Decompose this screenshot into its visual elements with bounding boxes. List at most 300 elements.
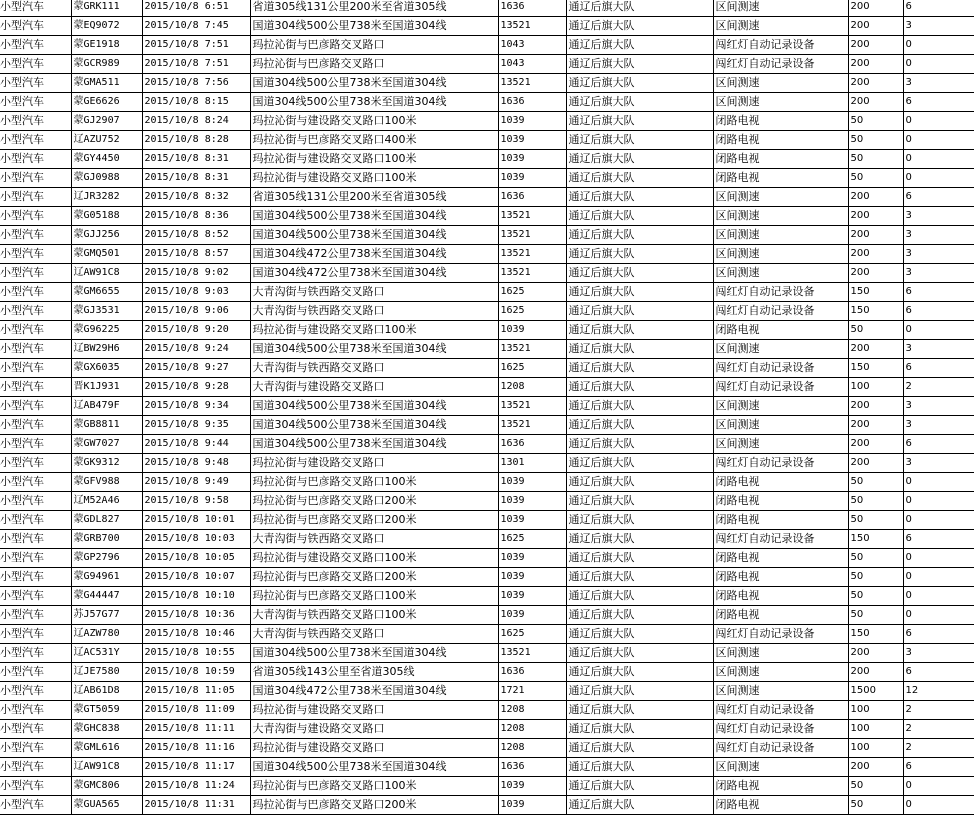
datetime-cell[interactable]: 2015/10/8 8:52 bbox=[142, 226, 250, 245]
points-cell[interactable]: 0 bbox=[903, 606, 974, 625]
code-cell[interactable]: 1208 bbox=[498, 739, 566, 758]
points-cell[interactable]: 0 bbox=[903, 55, 974, 74]
points-cell[interactable]: 6 bbox=[903, 758, 974, 777]
unit-cell[interactable]: 通辽后旗大队 bbox=[566, 188, 713, 207]
plate-number-cell[interactable]: 蒙GJJ256 bbox=[71, 226, 142, 245]
code-cell[interactable]: 13521 bbox=[498, 340, 566, 359]
vehicle-type-cell[interactable]: 小型汽车 bbox=[0, 625, 71, 644]
code-cell[interactable]: 1208 bbox=[498, 701, 566, 720]
fine-cell[interactable]: 150 bbox=[848, 625, 903, 644]
code-cell[interactable]: 13521 bbox=[498, 207, 566, 226]
points-cell[interactable]: 6 bbox=[903, 359, 974, 378]
code-cell[interactable]: 1625 bbox=[498, 530, 566, 549]
datetime-cell[interactable]: 2015/10/8 11:24 bbox=[142, 777, 250, 796]
datetime-cell[interactable]: 2015/10/8 8:31 bbox=[142, 150, 250, 169]
location-cell[interactable]: 国道304线500公里738米至国道304线 bbox=[250, 93, 498, 112]
fine-cell[interactable]: 50 bbox=[848, 492, 903, 511]
device-type-cell[interactable]: 闭路电视 bbox=[713, 473, 848, 492]
plate-number-cell[interactable]: 辽JR3282 bbox=[71, 188, 142, 207]
points-cell[interactable]: 0 bbox=[903, 131, 974, 150]
plate-number-cell[interactable]: 蒙GT5059 bbox=[71, 701, 142, 720]
plate-number-cell[interactable]: 辽AB479F bbox=[71, 397, 142, 416]
unit-cell[interactable]: 通辽后旗大队 bbox=[566, 454, 713, 473]
unit-cell[interactable]: 通辽后旗大队 bbox=[566, 663, 713, 682]
location-cell[interactable]: 大青沟街与铁西路交叉路口 bbox=[250, 530, 498, 549]
code-cell[interactable]: 1043 bbox=[498, 55, 566, 74]
code-cell[interactable]: 1625 bbox=[498, 625, 566, 644]
vehicle-type-cell[interactable]: 小型汽车 bbox=[0, 701, 71, 720]
plate-number-cell[interactable]: 辽JE7580 bbox=[71, 663, 142, 682]
device-type-cell[interactable]: 闯红灯自动记录设备 bbox=[713, 739, 848, 758]
plate-number-cell[interactable]: 蒙GHC838 bbox=[71, 720, 142, 739]
plate-number-cell[interactable]: 苏J57G77 bbox=[71, 606, 142, 625]
datetime-cell[interactable]: 2015/10/8 7:56 bbox=[142, 74, 250, 93]
points-cell[interactable]: 3 bbox=[903, 74, 974, 93]
device-type-cell[interactable]: 区间测速 bbox=[713, 416, 848, 435]
code-cell[interactable]: 13521 bbox=[498, 74, 566, 93]
fine-cell[interactable]: 100 bbox=[848, 701, 903, 720]
fine-cell[interactable]: 100 bbox=[848, 720, 903, 739]
plate-number-cell[interactable]: 蒙GMQ501 bbox=[71, 245, 142, 264]
plate-number-cell[interactable]: 蒙GP2796 bbox=[71, 549, 142, 568]
unit-cell[interactable]: 通辽后旗大队 bbox=[566, 264, 713, 283]
unit-cell[interactable]: 通辽后旗大队 bbox=[566, 758, 713, 777]
unit-cell[interactable]: 通辽后旗大队 bbox=[566, 511, 713, 530]
device-type-cell[interactable]: 区间测速 bbox=[713, 93, 848, 112]
location-cell[interactable]: 省道305线131公里200米至省道305线 bbox=[250, 0, 498, 17]
code-cell[interactable]: 1039 bbox=[498, 549, 566, 568]
fine-cell[interactable]: 200 bbox=[848, 397, 903, 416]
code-cell[interactable]: 1636 bbox=[498, 0, 566, 17]
unit-cell[interactable]: 通辽后旗大队 bbox=[566, 682, 713, 701]
vehicle-type-cell[interactable]: 小型汽车 bbox=[0, 397, 71, 416]
code-cell[interactable]: 1039 bbox=[498, 606, 566, 625]
vehicle-type-cell[interactable]: 小型汽车 bbox=[0, 739, 71, 758]
datetime-cell[interactable]: 2015/10/8 10:03 bbox=[142, 530, 250, 549]
points-cell[interactable]: 2 bbox=[903, 739, 974, 758]
unit-cell[interactable]: 通辽后旗大队 bbox=[566, 568, 713, 587]
device-type-cell[interactable]: 区间测速 bbox=[713, 207, 848, 226]
vehicle-type-cell[interactable]: 小型汽车 bbox=[0, 587, 71, 606]
location-cell[interactable]: 玛拉沁街与建设路交叉路口100米 bbox=[250, 150, 498, 169]
code-cell[interactable]: 1039 bbox=[498, 796, 566, 815]
fine-cell[interactable]: 200 bbox=[848, 758, 903, 777]
vehicle-type-cell[interactable]: 小型汽车 bbox=[0, 131, 71, 150]
fine-cell[interactable]: 50 bbox=[848, 606, 903, 625]
location-cell[interactable]: 大青沟街与铁西路交叉路口 bbox=[250, 359, 498, 378]
plate-number-cell[interactable]: 辽AZW780 bbox=[71, 625, 142, 644]
code-cell[interactable]: 1208 bbox=[498, 720, 566, 739]
fine-cell[interactable]: 50 bbox=[848, 796, 903, 815]
fine-cell[interactable]: 200 bbox=[848, 663, 903, 682]
device-type-cell[interactable]: 闭路电视 bbox=[713, 169, 848, 188]
code-cell[interactable]: 13521 bbox=[498, 397, 566, 416]
unit-cell[interactable]: 通辽后旗大队 bbox=[566, 378, 713, 397]
datetime-cell[interactable]: 2015/10/8 9:03 bbox=[142, 283, 250, 302]
unit-cell[interactable]: 通辽后旗大队 bbox=[566, 701, 713, 720]
plate-number-cell[interactable]: 蒙G96225 bbox=[71, 321, 142, 340]
code-cell[interactable]: 1039 bbox=[498, 777, 566, 796]
unit-cell[interactable]: 通辽后旗大队 bbox=[566, 416, 713, 435]
datetime-cell[interactable]: 2015/10/8 7:51 bbox=[142, 36, 250, 55]
vehicle-type-cell[interactable]: 小型汽车 bbox=[0, 511, 71, 530]
unit-cell[interactable]: 通辽后旗大队 bbox=[566, 17, 713, 36]
device-type-cell[interactable]: 闭路电视 bbox=[713, 511, 848, 530]
unit-cell[interactable]: 通辽后旗大队 bbox=[566, 36, 713, 55]
location-cell[interactable]: 玛拉沁街与建设路交叉路口100米 bbox=[250, 321, 498, 340]
plate-number-cell[interactable]: 蒙GJ3531 bbox=[71, 302, 142, 321]
unit-cell[interactable]: 通辽后旗大队 bbox=[566, 473, 713, 492]
datetime-cell[interactable]: 2015/10/8 9:58 bbox=[142, 492, 250, 511]
datetime-cell[interactable]: 2015/10/8 9:48 bbox=[142, 454, 250, 473]
fine-cell[interactable]: 200 bbox=[848, 93, 903, 112]
location-cell[interactable]: 玛拉沁街与巴彦路交叉路口200米 bbox=[250, 568, 498, 587]
device-type-cell[interactable]: 区间测速 bbox=[713, 663, 848, 682]
vehicle-type-cell[interactable]: 小型汽车 bbox=[0, 606, 71, 625]
device-type-cell[interactable]: 闭路电视 bbox=[713, 112, 848, 131]
vehicle-type-cell[interactable]: 小型汽车 bbox=[0, 112, 71, 131]
points-cell[interactable]: 0 bbox=[903, 777, 974, 796]
vehicle-type-cell[interactable]: 小型汽车 bbox=[0, 169, 71, 188]
code-cell[interactable]: 13521 bbox=[498, 644, 566, 663]
points-cell[interactable]: 3 bbox=[903, 264, 974, 283]
points-cell[interactable]: 6 bbox=[903, 93, 974, 112]
datetime-cell[interactable]: 2015/10/8 6:51 bbox=[142, 0, 250, 17]
fine-cell[interactable]: 200 bbox=[848, 454, 903, 473]
datetime-cell[interactable]: 2015/10/8 9:44 bbox=[142, 435, 250, 454]
plate-number-cell[interactable]: 辽BW29H6 bbox=[71, 340, 142, 359]
datetime-cell[interactable]: 2015/10/8 11:31 bbox=[142, 796, 250, 815]
unit-cell[interactable]: 通辽后旗大队 bbox=[566, 435, 713, 454]
location-cell[interactable]: 国道304线500公里738米至国道304线 bbox=[250, 17, 498, 36]
location-cell[interactable]: 玛拉沁街与巴彦路交叉路口 bbox=[250, 36, 498, 55]
datetime-cell[interactable]: 2015/10/8 9:28 bbox=[142, 378, 250, 397]
fine-cell[interactable]: 200 bbox=[848, 644, 903, 663]
plate-number-cell[interactable]: 蒙GML616 bbox=[71, 739, 142, 758]
fine-cell[interactable]: 50 bbox=[848, 511, 903, 530]
fine-cell[interactable]: 200 bbox=[848, 74, 903, 93]
device-type-cell[interactable]: 闭路电视 bbox=[713, 150, 848, 169]
code-cell[interactable]: 1039 bbox=[498, 568, 566, 587]
device-type-cell[interactable]: 闯红灯自动记录设备 bbox=[713, 283, 848, 302]
location-cell[interactable]: 玛拉沁街与建设路交叉路口100米 bbox=[250, 169, 498, 188]
fine-cell[interactable]: 1500 bbox=[848, 682, 903, 701]
plate-number-cell[interactable]: 蒙GX6035 bbox=[71, 359, 142, 378]
vehicle-type-cell[interactable]: 小型汽车 bbox=[0, 283, 71, 302]
device-type-cell[interactable]: 闯红灯自动记录设备 bbox=[713, 302, 848, 321]
location-cell[interactable]: 省道305线131公里200米至省道305线 bbox=[250, 188, 498, 207]
device-type-cell[interactable]: 闭路电视 bbox=[713, 549, 848, 568]
fine-cell[interactable]: 50 bbox=[848, 549, 903, 568]
location-cell[interactable]: 国道304线500公里738米至国道304线 bbox=[250, 397, 498, 416]
plate-number-cell[interactable]: 辽AC531Y bbox=[71, 644, 142, 663]
datetime-cell[interactable]: 2015/10/8 10:46 bbox=[142, 625, 250, 644]
points-cell[interactable]: 0 bbox=[903, 112, 974, 131]
location-cell[interactable]: 玛拉沁街与巴彦路交叉路口100米 bbox=[250, 587, 498, 606]
plate-number-cell[interactable]: 蒙G94961 bbox=[71, 568, 142, 587]
fine-cell[interactable]: 50 bbox=[848, 112, 903, 131]
plate-number-cell[interactable]: 蒙GK9312 bbox=[71, 454, 142, 473]
fine-cell[interactable]: 200 bbox=[848, 36, 903, 55]
location-cell[interactable]: 国道304线500公里738米至国道304线 bbox=[250, 435, 498, 454]
location-cell[interactable]: 玛拉沁街与巴彦路交叉路口200米 bbox=[250, 796, 498, 815]
code-cell[interactable]: 1625 bbox=[498, 283, 566, 302]
fine-cell[interactable]: 100 bbox=[848, 378, 903, 397]
code-cell[interactable]: 1039 bbox=[498, 150, 566, 169]
unit-cell[interactable]: 通辽后旗大队 bbox=[566, 587, 713, 606]
device-type-cell[interactable]: 区间测速 bbox=[713, 17, 848, 36]
device-type-cell[interactable]: 闭路电视 bbox=[713, 568, 848, 587]
datetime-cell[interactable]: 2015/10/8 11:09 bbox=[142, 701, 250, 720]
code-cell[interactable]: 1721 bbox=[498, 682, 566, 701]
device-type-cell[interactable]: 闭路电视 bbox=[713, 587, 848, 606]
code-cell[interactable]: 1208 bbox=[498, 378, 566, 397]
location-cell[interactable]: 国道304线500公里738米至国道304线 bbox=[250, 758, 498, 777]
code-cell[interactable]: 13521 bbox=[498, 245, 566, 264]
fine-cell[interactable]: 150 bbox=[848, 359, 903, 378]
vehicle-type-cell[interactable]: 小型汽车 bbox=[0, 321, 71, 340]
points-cell[interactable]: 0 bbox=[903, 796, 974, 815]
location-cell[interactable]: 大青沟街与铁西路交叉路口 bbox=[250, 283, 498, 302]
code-cell[interactable]: 13521 bbox=[498, 264, 566, 283]
vehicle-type-cell[interactable]: 小型汽车 bbox=[0, 568, 71, 587]
unit-cell[interactable]: 通辽后旗大队 bbox=[566, 340, 713, 359]
points-cell[interactable]: 6 bbox=[903, 0, 974, 17]
vehicle-type-cell[interactable]: 小型汽车 bbox=[0, 245, 71, 264]
unit-cell[interactable]: 通辽后旗大队 bbox=[566, 397, 713, 416]
points-cell[interactable]: 3 bbox=[903, 644, 974, 663]
fine-cell[interactable]: 50 bbox=[848, 473, 903, 492]
fine-cell[interactable]: 50 bbox=[848, 777, 903, 796]
code-cell[interactable]: 1636 bbox=[498, 188, 566, 207]
fine-cell[interactable]: 150 bbox=[848, 530, 903, 549]
plate-number-cell[interactable]: 蒙GRK111 bbox=[71, 0, 142, 17]
vehicle-type-cell[interactable]: 小型汽车 bbox=[0, 416, 71, 435]
code-cell[interactable]: 1636 bbox=[498, 93, 566, 112]
points-cell[interactable]: 12 bbox=[903, 682, 974, 701]
unit-cell[interactable]: 通辽后旗大队 bbox=[566, 720, 713, 739]
datetime-cell[interactable]: 2015/10/8 10:36 bbox=[142, 606, 250, 625]
code-cell[interactable]: 1625 bbox=[498, 359, 566, 378]
vehicle-type-cell[interactable]: 小型汽车 bbox=[0, 0, 71, 17]
points-cell[interactable]: 6 bbox=[903, 188, 974, 207]
plate-number-cell[interactable]: 辽AZU752 bbox=[71, 131, 142, 150]
vehicle-type-cell[interactable]: 小型汽车 bbox=[0, 758, 71, 777]
vehicle-type-cell[interactable]: 小型汽车 bbox=[0, 796, 71, 815]
fine-cell[interactable]: 200 bbox=[848, 226, 903, 245]
location-cell[interactable]: 国道304线472公里738米至国道304线 bbox=[250, 682, 498, 701]
device-type-cell[interactable]: 闯红灯自动记录设备 bbox=[713, 36, 848, 55]
points-cell[interactable]: 3 bbox=[903, 397, 974, 416]
device-type-cell[interactable]: 区间测速 bbox=[713, 226, 848, 245]
unit-cell[interactable]: 通辽后旗大队 bbox=[566, 55, 713, 74]
location-cell[interactable]: 玛拉沁街与建设路交叉路口 bbox=[250, 701, 498, 720]
device-type-cell[interactable]: 闭路电视 bbox=[713, 777, 848, 796]
plate-number-cell[interactable]: 晋K1J931 bbox=[71, 378, 142, 397]
points-cell[interactable]: 6 bbox=[903, 283, 974, 302]
vehicle-type-cell[interactable]: 小型汽车 bbox=[0, 663, 71, 682]
code-cell[interactable]: 1039 bbox=[498, 473, 566, 492]
location-cell[interactable]: 省道305线143公里至省道305线 bbox=[250, 663, 498, 682]
plate-number-cell[interactable]: 蒙GCR989 bbox=[71, 55, 142, 74]
datetime-cell[interactable]: 2015/10/8 8:15 bbox=[142, 93, 250, 112]
device-type-cell[interactable]: 区间测速 bbox=[713, 682, 848, 701]
datetime-cell[interactable]: 2015/10/8 7:51 bbox=[142, 55, 250, 74]
points-cell[interactable]: 0 bbox=[903, 568, 974, 587]
points-cell[interactable]: 0 bbox=[903, 150, 974, 169]
points-cell[interactable]: 0 bbox=[903, 321, 974, 340]
plate-number-cell[interactable]: 蒙GRB700 bbox=[71, 530, 142, 549]
device-type-cell[interactable]: 区间测速 bbox=[713, 758, 848, 777]
location-cell[interactable]: 国道304线500公里738米至国道304线 bbox=[250, 207, 498, 226]
plate-number-cell[interactable]: 蒙EQ9072 bbox=[71, 17, 142, 36]
datetime-cell[interactable]: 2015/10/8 11:05 bbox=[142, 682, 250, 701]
vehicle-type-cell[interactable]: 小型汽车 bbox=[0, 226, 71, 245]
location-cell[interactable]: 大青沟街与铁西路交叉路口 bbox=[250, 302, 498, 321]
device-type-cell[interactable]: 闯红灯自动记录设备 bbox=[713, 55, 848, 74]
device-type-cell[interactable]: 闯红灯自动记录设备 bbox=[713, 359, 848, 378]
vehicle-type-cell[interactable]: 小型汽车 bbox=[0, 530, 71, 549]
device-type-cell[interactable]: 闯红灯自动记录设备 bbox=[713, 720, 848, 739]
unit-cell[interactable]: 通辽后旗大队 bbox=[566, 321, 713, 340]
unit-cell[interactable]: 通辽后旗大队 bbox=[566, 606, 713, 625]
plate-number-cell[interactable]: 蒙G05188 bbox=[71, 207, 142, 226]
plate-number-cell[interactable]: 蒙GB8811 bbox=[71, 416, 142, 435]
unit-cell[interactable]: 通辽后旗大队 bbox=[566, 112, 713, 131]
fine-cell[interactable]: 200 bbox=[848, 245, 903, 264]
location-cell[interactable]: 国道304线500公里738米至国道304线 bbox=[250, 416, 498, 435]
plate-number-cell[interactable]: 蒙GM6655 bbox=[71, 283, 142, 302]
vehicle-type-cell[interactable]: 小型汽车 bbox=[0, 492, 71, 511]
unit-cell[interactable]: 通辽后旗大队 bbox=[566, 74, 713, 93]
points-cell[interactable]: 3 bbox=[903, 340, 974, 359]
location-cell[interactable]: 大青沟街与铁西路交叉路口100米 bbox=[250, 606, 498, 625]
code-cell[interactable]: 1039 bbox=[498, 169, 566, 188]
vehicle-type-cell[interactable]: 小型汽车 bbox=[0, 55, 71, 74]
vehicle-type-cell[interactable]: 小型汽车 bbox=[0, 473, 71, 492]
unit-cell[interactable]: 通辽后旗大队 bbox=[566, 549, 713, 568]
unit-cell[interactable]: 通辽后旗大队 bbox=[566, 625, 713, 644]
plate-number-cell[interactable]: 蒙GW7027 bbox=[71, 435, 142, 454]
datetime-cell[interactable]: 2015/10/8 11:11 bbox=[142, 720, 250, 739]
fine-cell[interactable]: 200 bbox=[848, 207, 903, 226]
plate-number-cell[interactable]: 蒙GMC806 bbox=[71, 777, 142, 796]
device-type-cell[interactable]: 区间测速 bbox=[713, 435, 848, 454]
points-cell[interactable]: 0 bbox=[903, 511, 974, 530]
location-cell[interactable]: 大青沟街与建设路交叉路口 bbox=[250, 378, 498, 397]
code-cell[interactable]: 1039 bbox=[498, 321, 566, 340]
location-cell[interactable]: 玛拉沁街与巴彦路交叉路口 bbox=[250, 55, 498, 74]
datetime-cell[interactable]: 2015/10/8 7:45 bbox=[142, 17, 250, 36]
code-cell[interactable]: 1039 bbox=[498, 492, 566, 511]
location-cell[interactable]: 大青沟街与铁西路交叉路口 bbox=[250, 625, 498, 644]
location-cell[interactable]: 玛拉沁街与建设路交叉路口100米 bbox=[250, 112, 498, 131]
datetime-cell[interactable]: 2015/10/8 8:24 bbox=[142, 112, 250, 131]
device-type-cell[interactable]: 区间测速 bbox=[713, 397, 848, 416]
location-cell[interactable]: 国道304线472公里738米至国道304线 bbox=[250, 245, 498, 264]
datetime-cell[interactable]: 2015/10/8 10:01 bbox=[142, 511, 250, 530]
points-cell[interactable]: 0 bbox=[903, 549, 974, 568]
points-cell[interactable]: 0 bbox=[903, 473, 974, 492]
code-cell[interactable]: 1039 bbox=[498, 131, 566, 150]
vehicle-type-cell[interactable]: 小型汽车 bbox=[0, 644, 71, 663]
datetime-cell[interactable]: 2015/10/8 9:24 bbox=[142, 340, 250, 359]
datetime-cell[interactable]: 2015/10/8 9:06 bbox=[142, 302, 250, 321]
device-type-cell[interactable]: 区间测速 bbox=[713, 340, 848, 359]
device-type-cell[interactable]: 闯红灯自动记录设备 bbox=[713, 701, 848, 720]
fine-cell[interactable]: 150 bbox=[848, 302, 903, 321]
datetime-cell[interactable]: 2015/10/8 10:10 bbox=[142, 587, 250, 606]
code-cell[interactable]: 13521 bbox=[498, 17, 566, 36]
device-type-cell[interactable]: 闯红灯自动记录设备 bbox=[713, 454, 848, 473]
datetime-cell[interactable]: 2015/10/8 10:55 bbox=[142, 644, 250, 663]
fine-cell[interactable]: 200 bbox=[848, 416, 903, 435]
device-type-cell[interactable]: 闭路电视 bbox=[713, 606, 848, 625]
points-cell[interactable]: 2 bbox=[903, 701, 974, 720]
vehicle-type-cell[interactable]: 小型汽车 bbox=[0, 93, 71, 112]
points-cell[interactable]: 6 bbox=[903, 530, 974, 549]
unit-cell[interactable]: 通辽后旗大队 bbox=[566, 93, 713, 112]
plate-number-cell[interactable]: 蒙GJ0988 bbox=[71, 169, 142, 188]
location-cell[interactable]: 国道304线500公里738米至国道304线 bbox=[250, 226, 498, 245]
vehicle-type-cell[interactable]: 小型汽车 bbox=[0, 150, 71, 169]
datetime-cell[interactable]: 2015/10/8 9:02 bbox=[142, 264, 250, 283]
points-cell[interactable]: 2 bbox=[903, 720, 974, 739]
plate-number-cell[interactable]: 蒙GE6626 bbox=[71, 93, 142, 112]
points-cell[interactable]: 0 bbox=[903, 36, 974, 55]
location-cell[interactable]: 玛拉沁街与建设路交叉路口 bbox=[250, 739, 498, 758]
device-type-cell[interactable]: 闭路电视 bbox=[713, 492, 848, 511]
code-cell[interactable]: 1043 bbox=[498, 36, 566, 55]
vehicle-type-cell[interactable]: 小型汽车 bbox=[0, 302, 71, 321]
points-cell[interactable]: 3 bbox=[903, 245, 974, 264]
vehicle-type-cell[interactable]: 小型汽车 bbox=[0, 777, 71, 796]
location-cell[interactable]: 玛拉沁街与建设路交叉路口100米 bbox=[250, 549, 498, 568]
code-cell[interactable]: 1039 bbox=[498, 587, 566, 606]
device-type-cell[interactable]: 区间测速 bbox=[713, 74, 848, 93]
unit-cell[interactable]: 通辽后旗大队 bbox=[566, 302, 713, 321]
datetime-cell[interactable]: 2015/10/8 8:57 bbox=[142, 245, 250, 264]
device-type-cell[interactable]: 闯红灯自动记录设备 bbox=[713, 625, 848, 644]
vehicle-type-cell[interactable]: 小型汽车 bbox=[0, 36, 71, 55]
datetime-cell[interactable]: 2015/10/8 9:35 bbox=[142, 416, 250, 435]
plate-number-cell[interactable]: 辽AW91C8 bbox=[71, 264, 142, 283]
plate-number-cell[interactable]: 辽AB61D8 bbox=[71, 682, 142, 701]
datetime-cell[interactable]: 2015/10/8 9:34 bbox=[142, 397, 250, 416]
points-cell[interactable]: 3 bbox=[903, 454, 974, 473]
code-cell[interactable]: 13521 bbox=[498, 226, 566, 245]
plate-number-cell[interactable]: 蒙GE1918 bbox=[71, 36, 142, 55]
fine-cell[interactable]: 100 bbox=[848, 739, 903, 758]
location-cell[interactable]: 玛拉沁街与巴彦路交叉路口100米 bbox=[250, 777, 498, 796]
datetime-cell[interactable]: 2015/10/8 8:28 bbox=[142, 131, 250, 150]
fine-cell[interactable]: 200 bbox=[848, 55, 903, 74]
vehicle-type-cell[interactable]: 小型汽车 bbox=[0, 340, 71, 359]
vehicle-type-cell[interactable]: 小型汽车 bbox=[0, 549, 71, 568]
location-cell[interactable]: 玛拉沁街与巴彦路交叉路口100米 bbox=[250, 473, 498, 492]
code-cell[interactable]: 13521 bbox=[498, 416, 566, 435]
unit-cell[interactable]: 通辽后旗大队 bbox=[566, 777, 713, 796]
location-cell[interactable]: 国道304线500公里738米至国道304线 bbox=[250, 74, 498, 93]
plate-number-cell[interactable]: 蒙GFV988 bbox=[71, 473, 142, 492]
points-cell[interactable]: 0 bbox=[903, 169, 974, 188]
fine-cell[interactable]: 200 bbox=[848, 0, 903, 17]
device-type-cell[interactable]: 闯红灯自动记录设备 bbox=[713, 378, 848, 397]
points-cell[interactable]: 6 bbox=[903, 663, 974, 682]
points-cell[interactable]: 2 bbox=[903, 378, 974, 397]
vehicle-type-cell[interactable]: 小型汽车 bbox=[0, 188, 71, 207]
location-cell[interactable]: 玛拉沁街与巴彦路交叉路口400米 bbox=[250, 131, 498, 150]
